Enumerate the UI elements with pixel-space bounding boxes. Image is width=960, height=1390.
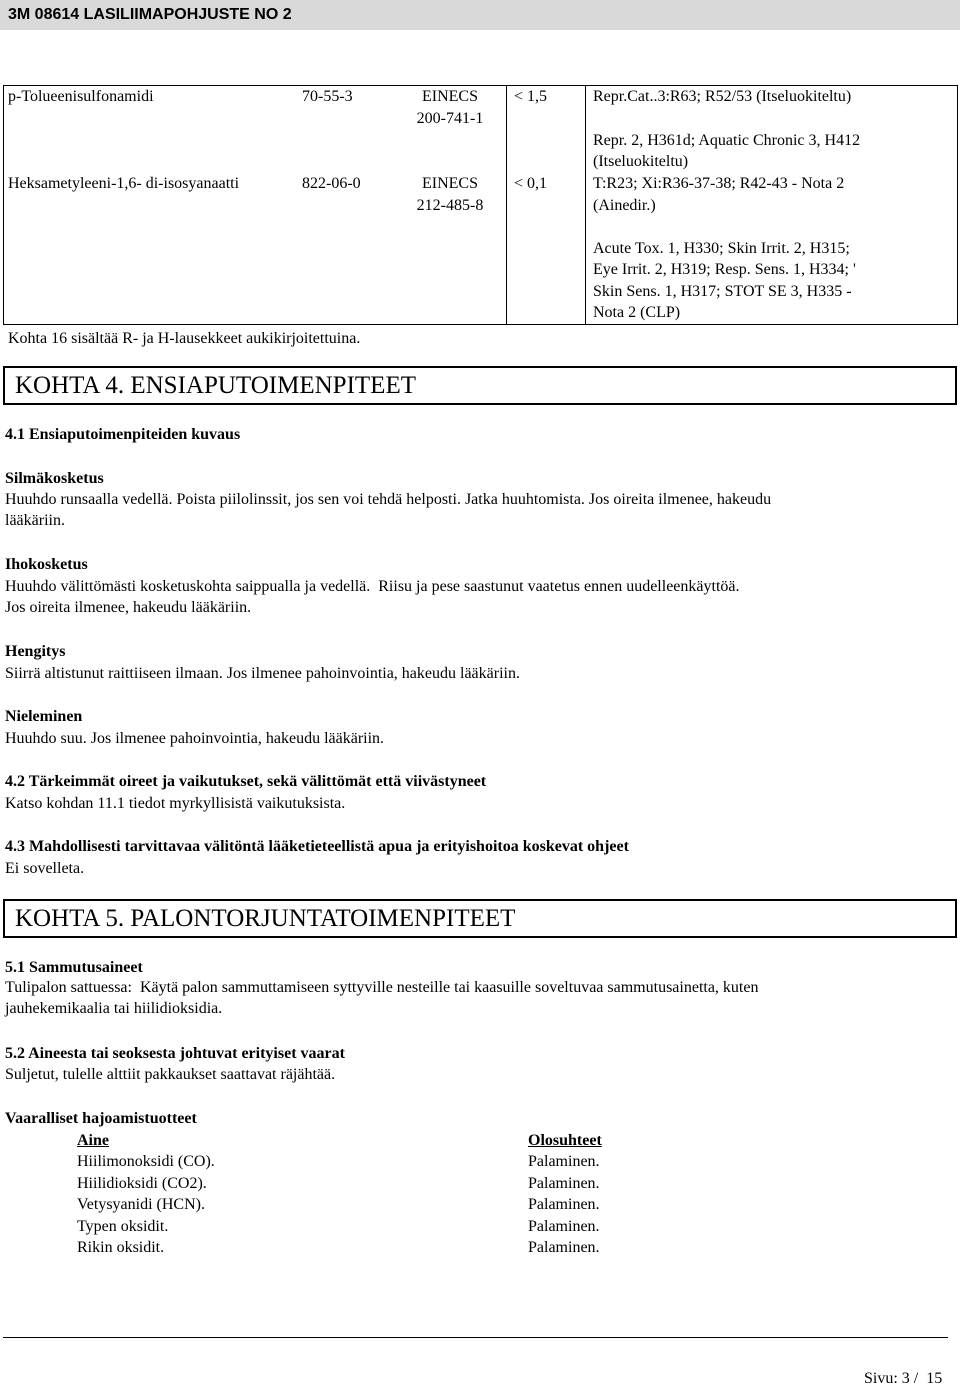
section-4-title: KOHTA 4. ENSIAPUTOIMENPITEET: [15, 372, 416, 399]
column-header-condition: Olosuhteet: [528, 1132, 602, 1149]
hazard-condition: Palaminen.: [528, 1239, 600, 1256]
subsection-heading: 4.2 Tärkeimmät oireet ja vaikutukset, sekä välittömät että viivästyneet: [5, 773, 487, 790]
section-5-header: [3, 899, 957, 938]
eye-contact-text: lääkäriin.: [5, 512, 65, 529]
footer-divider: [3, 1337, 948, 1338]
substance-name: p-Tolueenisulfonamidi: [8, 88, 154, 105]
hazard-products-heading: Vaaralliset hajoamistuotteet: [5, 1110, 197, 1127]
section-4-header: [3, 366, 957, 405]
subsection-text: Katso kohdan 11.1 tiedot myrkyllisistä vaikutuksista.: [5, 795, 346, 812]
hazard-condition: Palaminen.: [528, 1153, 600, 1170]
page-number: Sivu: 3 / 15: [864, 1370, 943, 1387]
einecs-label: EINECS: [422, 175, 478, 192]
hazard-substance: Vetysyanidi (HCN).: [77, 1196, 205, 1213]
subsection-text: jauhekemikaalia tai hiilidioksidia.: [5, 1000, 223, 1017]
hazard-condition: Palaminen.: [528, 1196, 600, 1213]
cas-number: 822-06-0: [302, 175, 361, 192]
hazard-condition: Palaminen.: [528, 1218, 600, 1235]
subsection-heading: 5.1 Sammutusaineet: [5, 959, 143, 976]
document-header: [0, 0, 960, 30]
subsection-text: Tulipalon sattuessa: Käytä palon sammuttamiseen syttyville nesteille tai kaasuille soveltuvaa sammutusainetta, kuten: [5, 979, 759, 996]
percent-value: < 1,5: [514, 88, 548, 105]
einecs-number: 200-741-1: [416, 110, 484, 127]
ingestion-text: Huuhdo suu. Jos ilmenee pahoinvointia, hakeudu lääkäriin.: [5, 730, 385, 747]
subsection-text: Suljetut, tulelle alttiit pakkaukset saattavat räjähtää.: [5, 1066, 336, 1083]
eye-contact-text: Huuhdo runsaalla vedellä. Poista piilolinssit, jos sen voi tehdä helposti. Jatka huuhtomista. Jos oireita ilmenee, hakeudu: [5, 491, 772, 508]
skin-contact-text: Huuhdo välittömästi kosketuskohta saippualla ja vedellä. Riisu ja pese saastunut vaatetus ennen uudelleenkäyttöä.: [5, 578, 740, 595]
inhalation-heading: Hengitys: [5, 643, 66, 660]
inhalation-text: Siirrä altistunut raittiiseen ilmaan. Jos ilmenee pahoinvointia, hakeudu lääkäriin.: [5, 665, 520, 682]
skin-contact-heading: Ihokosketus: [5, 556, 88, 573]
column-header-substance: Aine: [77, 1132, 109, 1149]
subsection-heading: 5.2 Aineesta tai seoksesta johtuvat erityiset vaarat: [5, 1045, 345, 1062]
classification-line: Repr.Cat..3:R63; R52/53 (Itseluokiteltu): [593, 88, 852, 105]
eye-contact-heading: Silmäkosketus: [5, 470, 104, 487]
subsection-heading: 4.3 Mahdollisesti tarvittavaa välitöntä lääketieteellistä apua ja erityishoitoa koskevat ohjeet: [5, 838, 629, 855]
einecs-label: EINECS: [422, 88, 478, 105]
hazard-substance: Hiilidioksidi (CO2).: [77, 1175, 207, 1192]
hazard-substance: Rikin oksidit.: [77, 1239, 165, 1256]
subsection-text: Ei sovelleta.: [5, 860, 85, 877]
ingestion-heading: Nieleminen: [5, 708, 83, 725]
subsection-heading: 4.1 Ensiaputoimenpiteiden kuvaus: [5, 426, 241, 443]
classification-line: Nota 2 (CLP): [593, 304, 681, 321]
hazard-condition: Palaminen.: [528, 1175, 600, 1192]
document-title: 3M 08614 LASILIIMAPOHJUSTE NO 2: [8, 6, 292, 23]
table-divider: [585, 86, 586, 324]
classification-line: Acute Tox. 1, H330; Skin Irrit. 2, H315;: [593, 240, 850, 257]
classification-line: Eye Irrit. 2, H319; Resp. Sens. 1, H334; ': [593, 261, 856, 278]
hazard-substance: Hiilimonoksidi (CO).: [77, 1153, 215, 1170]
section-5-title: KOHTA 5. PALONTORJUNTATOIMENPITEET: [15, 905, 516, 932]
cas-number: 70-55-3: [302, 88, 353, 105]
classification-line: Skin Sens. 1, H317; STOT SE 3, H335 -: [593, 283, 852, 300]
einecs-number: 212-485-8: [416, 197, 484, 214]
substance-name: Heksametyleeni-1,6- di-isosyanaatti: [8, 175, 240, 192]
classification-line: (Itseluokiteltu): [593, 153, 689, 170]
hazard-substance: Typen oksidit.: [77, 1218, 169, 1235]
table-divider: [506, 86, 507, 324]
percent-value: < 0,1: [514, 175, 548, 192]
classification-line: (Ainedir.): [593, 197, 656, 214]
classification-line: T:R23; Xi:R36-37-38; R42-43 - Nota 2: [593, 175, 845, 192]
composition-note: Kohta 16 sisältää R- ja H-lausekkeet aukikirjoitettuina.: [8, 330, 361, 347]
classification-line: Repr. 2, H361d; Aquatic Chronic 3, H412: [593, 132, 861, 149]
skin-contact-text: Jos oireita ilmenee, hakeudu lääkäriin.: [5, 599, 252, 616]
